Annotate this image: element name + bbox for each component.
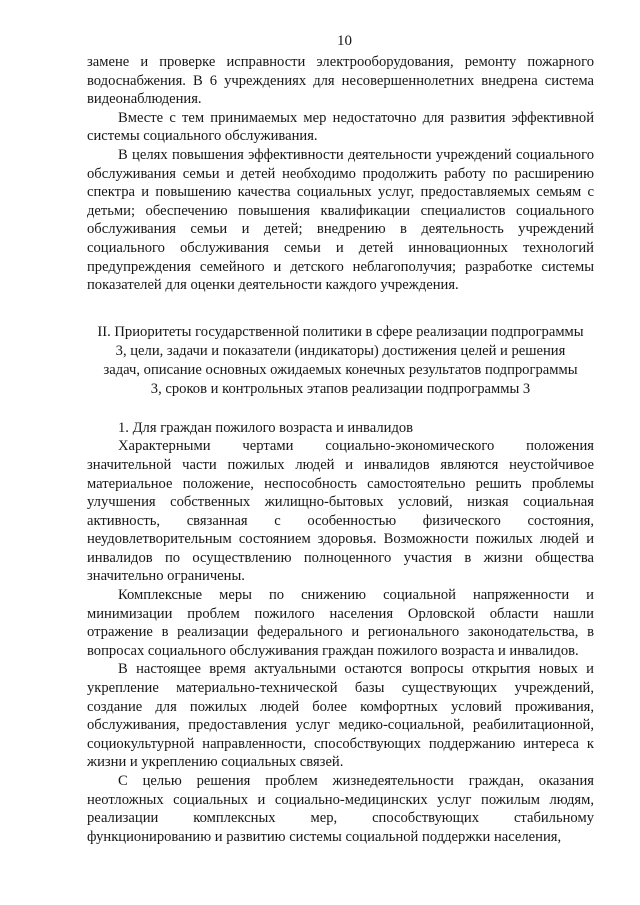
page-number: 10 (337, 33, 352, 49)
paragraph-characteristics: Характерными чертами социально-экономического положения значительной части пожилых людей и инвалидов являются неустойчивое материальное положение, неспособность самостоятельно решить проблемы улучшения собственных жилищно-бытовых условий, низкая социальная активность, связанная с особенностью физического состояния, неудовлетворительным состоянием здоровья. Возможности пожилых людей и инвалидов по осуществлению полноценного участия в жизни общества значительно ограничены. (87, 438, 594, 585)
paragraph-complex-measures: Комплексные меры по снижению социальной напряженности и минимизации проблем пожилого населения Орловской области нашли отражение в реализации федерального и регионального законодательства, в вопросах социального обслуживания граждан пожилого возраста и инвалидов. (87, 587, 594, 659)
section-heading: II. Приоритеты государственной политики в сфере реализации подпрограммы 3, цели, задачи и показатели (индикаторы) достижения целей и решения задач, описание основных ожидаемых конечных результатов подпрограммы 3, сроков и контрольных этапов реализации подпрограммы 3 (97, 323, 584, 397)
paragraph-goal-solutions: С целью решения проблем жизнедеятельности граждан, оказания неотложных социальных и социально-медицинских услуг пожилым людям, реализации комплексных мер, способствующих стабильному функционированию и развитию системы социальной поддержки населения, (87, 773, 594, 845)
paragraph-current-issues: В настоящее время актуальными остаются вопросы открытия новых и укрепление материально-технической базы существующих учреждений, создание для пожилых людей более комфортных условий проживания, обслуживания, предоставления услуг медико-социальной, реабилитационной, социокультурной направленности, способствующих поддержанию интереса к жизни и укреплению социальных связей. (87, 661, 594, 771)
paragraph-measures-insufficient: Вместе с тем принимаемых мер недостаточно для развития эффективной системы социального обслуживания. (87, 109, 594, 145)
subsection-heading: 1. Для граждан пожилого возраста и инвалидов (118, 419, 414, 436)
paragraph-continuation: замене и проверке исправности электрооборудования, ремонту пожарного водоснабжения. В 6 учреждениях для несовершеннолетних внедрена система видеонаблюдения. (87, 54, 594, 108)
paragraph-efficiency-goals: В целях повышения эффективности деятельности учреждений социального обслуживания семьи и детей необходимо продолжить работу по расширению спектра и повышению качества социальных услуг, предоставляемых семьям с детьми; обеспечению повышения квалификации специалистов социального обслуживания семьи и детей; внедрению в деятельность учреждений социального обслуживания семьи и детей инновационных технологий предупреждения семейного и детского неблагополучия; разработке системы показателей для оценки деятельности каждого учреждения. (87, 146, 594, 294)
